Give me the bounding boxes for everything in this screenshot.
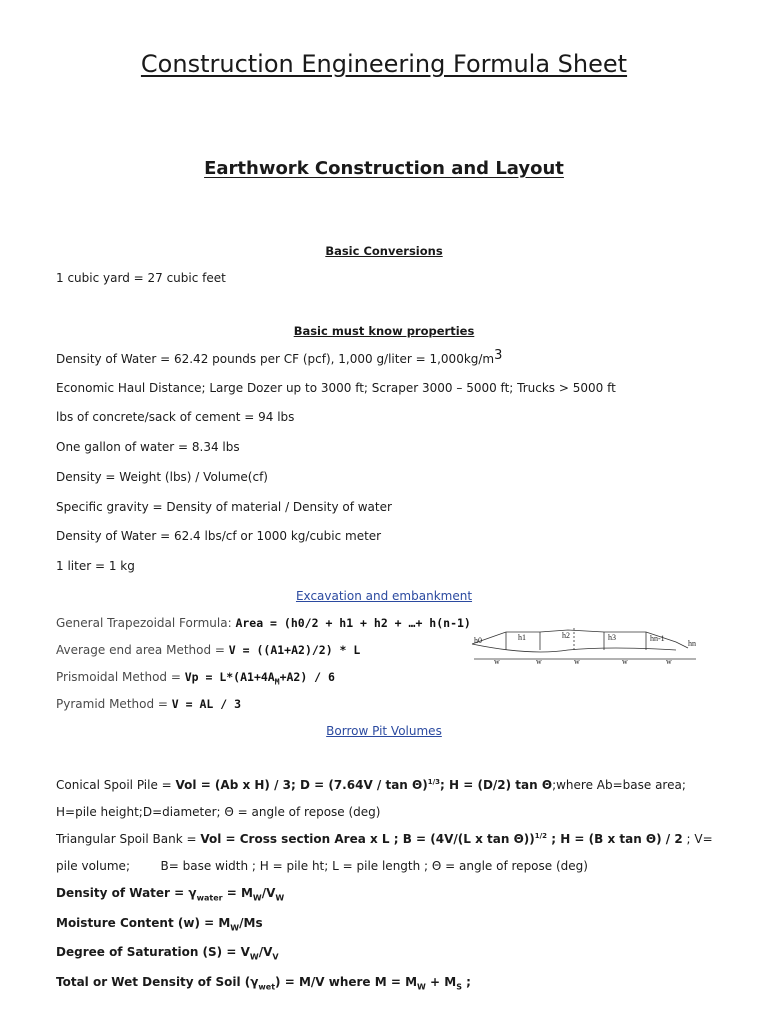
soil-ds-sub1: W	[249, 952, 259, 962]
formula-conical-b: ; H = (D/2) tan Θ	[440, 778, 553, 792]
soil-ds-b: /V	[258, 945, 273, 959]
soil-dw-sub1: W	[252, 893, 262, 903]
property-density-water	[56, 348, 503, 367]
fig-label-hn-1: hn-1	[650, 634, 665, 643]
soil-dw-gamma-sub: water	[196, 893, 223, 903]
formula-average-end-expr: V = ((A1+A2)/2) * L	[228, 643, 361, 657]
formula-trapezoidal-label: General Trapezoidal Formula:	[56, 616, 236, 630]
soil-ds-sub2: V	[272, 952, 279, 962]
fig-label-w5: w	[666, 657, 672, 666]
fig-label-w3: w	[574, 657, 580, 666]
property-density-water-text: Density of Water = 62.42 pounds per CF (pcf), 1,000 g/liter = 1,000kg/m	[56, 352, 495, 366]
formula-conical-label: Conical Spoil Pile =	[56, 778, 176, 792]
property-density-metric: Density of Water = 62.4 lbs/cf or 1000 kg/cubic meter	[56, 529, 382, 543]
soil-td-sub3: S	[456, 982, 462, 992]
formula-prismoidal-expr	[184, 670, 335, 687]
formula-prismoidal-b: +A2) / 6	[279, 670, 335, 684]
formula-pyramid-expr: V = AL / 3	[171, 697, 242, 711]
trapezoid-cross-section-figure	[470, 626, 702, 666]
fig-label-h2: h2	[562, 631, 570, 640]
formula-triangular-tail: ; V=	[682, 832, 713, 846]
soil-ds-a: Degree of Saturation (S) = V	[56, 945, 250, 959]
fig-label-w1: w	[494, 657, 500, 666]
property-gallon: One gallon of water = 8.34 lbs	[56, 440, 240, 454]
fig-label-h3: h3	[608, 633, 616, 642]
formula-prismoidal-a: Vp = L*(A1+4A	[184, 670, 275, 684]
formula-prismoidal-label: Prismoidal Method =	[56, 670, 185, 684]
formula-conical-a: Vol = (Ab x H) / 3; D = (7.64V / tan Θ)	[175, 778, 428, 792]
formula-pyramid	[56, 697, 241, 711]
conversion-cubic-yard: 1 cubic yard = 27 cubic feet	[56, 271, 226, 285]
heading-basic-conversions: Basic Conversions	[325, 244, 443, 258]
soil-dw-b: = M	[222, 886, 253, 900]
formula-conical-tail: ;where Ab=base area;	[552, 778, 686, 792]
formula-conical-definitions: H=pile height;D=diameter; Θ = angle of repose (deg)	[56, 805, 381, 819]
fig-label-h0: h0	[474, 636, 482, 645]
formula-density-water-soil	[56, 886, 284, 902]
fig-label-w4: w	[622, 657, 628, 666]
link-excavation[interactable]: Excavation and embankment	[295, 589, 473, 603]
property-specific-gravity: Specific gravity = Density of material / Density of water	[56, 500, 392, 514]
property-concrete: lbs of concrete/sack of cement = 94 lbs	[56, 410, 295, 424]
property-haul: Economic Haul Distance; Large Dozer up to 3000 ft; Scraper 3000 – 5000 ft; Trucks > 5000 ft	[56, 381, 616, 395]
soil-dw-sub2: W	[275, 893, 285, 903]
soil-mc-a: Moisture Content (w) = M	[56, 916, 231, 930]
fig-label-h1: h1	[518, 633, 526, 642]
formula-average-end	[56, 643, 360, 657]
formula-triangular-definitions: pile volume; B= base width ; H = pile ht; L = pile length ; Θ = angle of repose (deg)	[56, 859, 588, 873]
page-title: Construction Engineering Formula Sheet	[140, 50, 628, 78]
property-liter: 1 liter = 1 kg	[56, 559, 135, 573]
formula-prismoidal	[56, 670, 335, 686]
formula-trapezoidal-expr: Area = (h0/2 + h1 + h2 + …+ h(n-1)	[235, 616, 471, 630]
formula-average-end-label: Average end area Method =	[56, 643, 229, 657]
formula-triangular-b: ; H = (B x tan Θ) / 2	[547, 832, 683, 846]
formula-conical-exp: 1/3	[427, 778, 441, 786]
soil-mc-b: /Ms	[239, 916, 263, 930]
formula-triangular-a: Vol = Cross section Area x L ; B = (4V/(L x tan Θ))	[200, 832, 535, 846]
formula-prismoidal-sub: M	[274, 677, 280, 687]
soil-td-b: ) = M/V where M = M	[275, 975, 418, 989]
soil-td-gamma: γ	[250, 975, 259, 989]
link-borrow-pit[interactable]: Borrow Pit Volumes	[326, 724, 442, 738]
formula-triangular-label: Triangular Spoil Bank =	[56, 832, 201, 846]
formula-conical-spoil	[56, 778, 686, 792]
soil-dw-c: /V	[261, 886, 276, 900]
property-density: Density = Weight (lbs) / Volume(cf)	[56, 470, 268, 484]
formula-total-density	[56, 975, 471, 991]
fig-label-w2: w	[536, 657, 542, 666]
soil-td-c: + M	[425, 975, 457, 989]
fig-label-hn: hn	[688, 639, 696, 648]
section-title: Earthwork Construction and Layout	[204, 158, 564, 179]
formula-triangular-spoil	[56, 832, 713, 846]
property-density-water-exp: 3	[494, 348, 503, 363]
formula-triangular-exp: 1/2	[534, 832, 548, 840]
formula-pyramid-label: Pyramid Method =	[56, 697, 172, 711]
soil-td-a: Total or Wet Density of Soil (	[56, 975, 251, 989]
heading-must-know: Basic must know properties	[293, 324, 475, 338]
soil-dw-a: Density of Water =	[56, 886, 189, 900]
formula-trapezoidal	[56, 616, 471, 630]
soil-dw-gamma: γ	[188, 886, 197, 900]
soil-td-d: ;	[461, 975, 471, 989]
soil-mc-sub: W	[230, 923, 240, 933]
soil-td-sub2: W	[417, 982, 426, 992]
soil-td-sub: wet	[258, 982, 276, 992]
formula-moisture-content	[56, 916, 263, 932]
formula-degree-saturation	[56, 945, 279, 961]
